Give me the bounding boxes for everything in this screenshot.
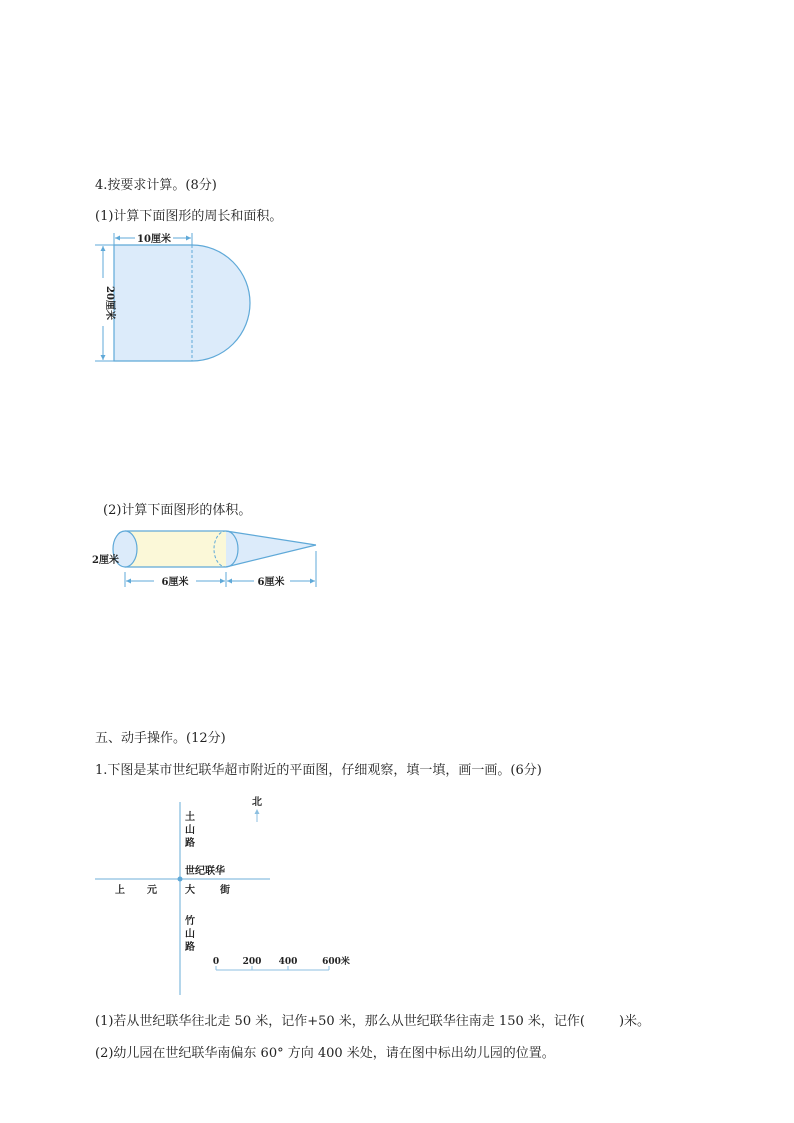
road-south-char-3: 路 [185,942,195,953]
arrow-left-icon [227,579,232,584]
street-char-2: 元 [147,885,157,896]
store-label: 世纪联华 [185,866,225,877]
q4-title: 4.按要求计算。(8分) [95,178,217,193]
scale-tick-200: 200 [242,957,262,967]
cone-fill [226,531,316,567]
street-map [90,790,360,1000]
sub-question-1 [95,1014,650,1030]
road-north-char-1: 土 [185,812,195,823]
section5-title: 五、动手操作。(12分) [95,731,226,746]
scale-tick-400: 400 [278,957,298,967]
arrow-right-icon [220,579,225,584]
street-char-3: 大 [185,885,195,896]
cone-length-label: 6厘米 [257,577,285,588]
road-south-char-1: 竹 [185,916,195,927]
arrow-up-icon [101,246,106,251]
arrow-left-icon [126,579,131,584]
width-label: 10厘米 [137,234,171,245]
store-location-marker [178,877,183,882]
cylinder-cone-figure [90,525,325,600]
arrow-right-icon [310,579,315,584]
q4-part1-prompt: (1)计算下面图形的周长和面积。 [95,209,283,224]
road-north-char-3: 路 [185,838,195,849]
sub-question-2: (2)幼儿园在世纪联华南偏东 60° 方向 400 米处，请在图中标出幼儿园的位置。 [95,1046,555,1061]
section5-q1-prompt: 1.下图是某市世纪联华超市附近的平面图，仔细观察，填一填，画一画。(6分) [95,763,542,778]
scale-tick-600: 600米 [322,957,350,967]
road-south-char-2: 山 [185,929,195,940]
sub1-text-before: (1)若从世纪联华往北走 50 米，记作+50 米，那么从世纪联华往南走 150 米，记作( [95,1014,585,1029]
north-arrow-icon [255,809,260,814]
cylinder-length-label: 6厘米 [161,577,189,588]
diameter-label: 2厘米 [92,555,119,566]
rectangle-semicircle-shape [114,245,250,361]
scale-tick-0: 0 [212,957,220,967]
street-char-4: 街 [220,885,230,896]
arrow-right-icon [186,236,191,241]
road-north-char-2: 山 [185,825,195,836]
arrow-down-icon [101,355,106,360]
semicircle-rectangle-figure [85,228,265,368]
north-label: 北 [252,797,262,808]
q4-part2-prompt: (2)计算下面图形的体积。 [103,503,252,518]
arrow-left-icon [115,236,120,241]
height-label: 20厘米 [104,286,115,320]
street-char-1: 上 [115,885,125,896]
sub1-text-after: )米。 [618,1014,651,1029]
